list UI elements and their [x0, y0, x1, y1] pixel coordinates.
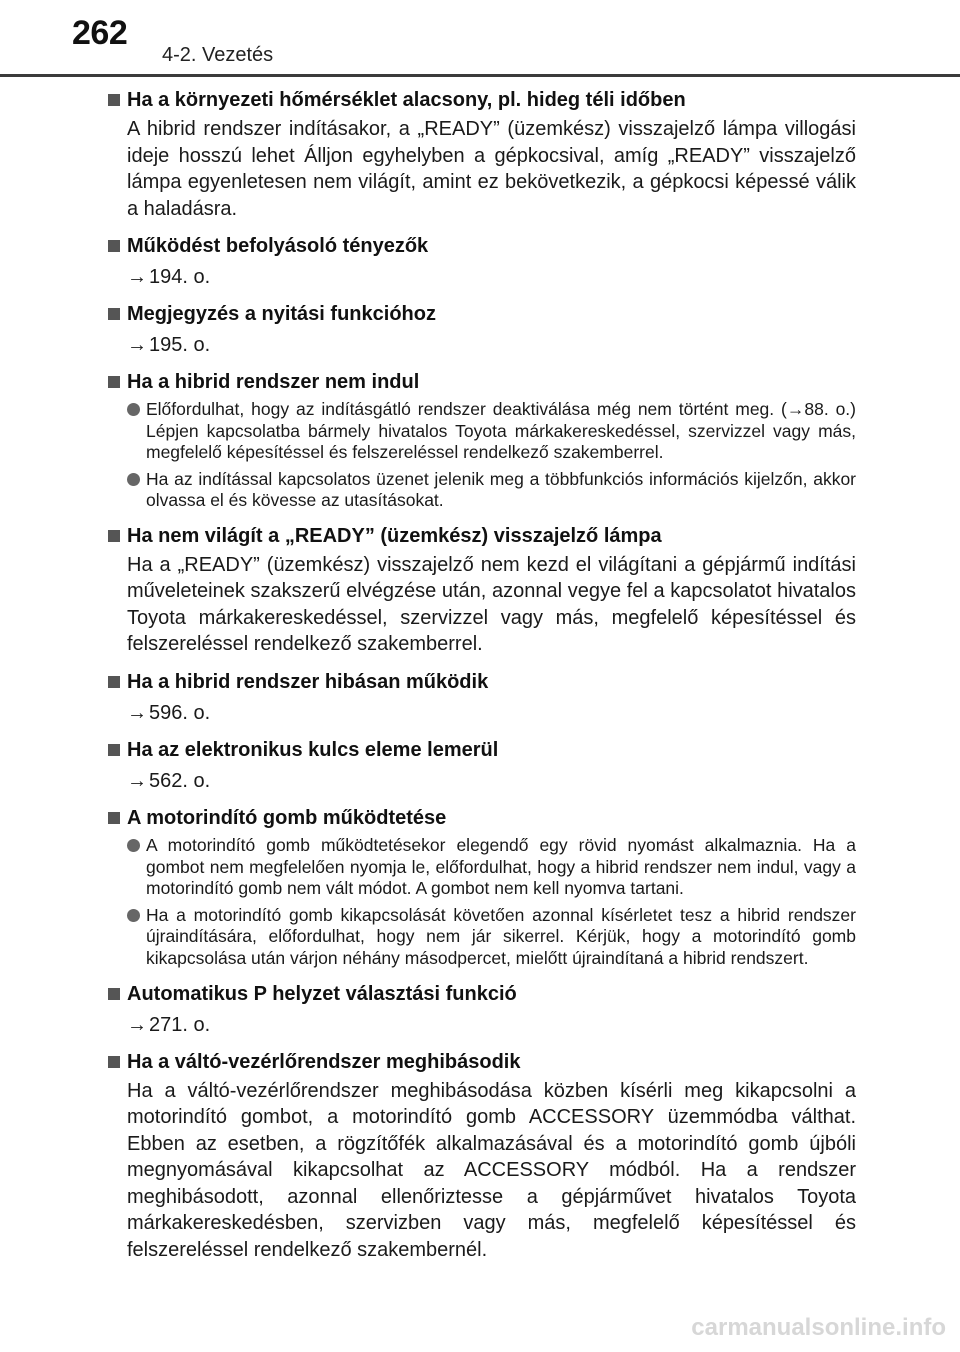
heading-text: Megjegyzés a nyitási funkcióhoz: [127, 303, 436, 325]
page-reference[interactable]: [127, 768, 856, 794]
section-key-battery-depleted: [108, 738, 856, 794]
round-bullet-icon: [127, 909, 140, 922]
section-text: A hibrid rendszer indításakor, a „READY” (üzemkész) visszajelző lámpa villogási ideje hosszú lehet Álljon egyhelyben a gépkocsival, amíg „READY” visszajelző lámpa egyenletesen nem világít, amint ez bekövetkezik, a gépkocsi képessé válik a haladásra.: [127, 118, 856, 220]
section-ready-lamp-not-lit: [108, 524, 856, 658]
section-text: Ha a váltó-vezérlőrendszer meghibásodása közben kísérli meg kikapcsolni a motorindító gombot, a motorindító gomb ACCESSORY üzemmódba válthat. Ebben az esetben, a rögzítőfék alkalmazásával és a motorindító gomb újbóli megnyomásával kikapcsolhat az ACCESSORY módból. Ha a rendszer meghibásodott, azonnal ellenőriztesse a gépjárművet hivatalos Toyota márkakereskedésben, szervizben vagy más, megfelelő képesítéssel és felszereléssel rendelkező szakembernél.: [127, 1079, 856, 1261]
arrow-right-icon: →: [127, 266, 147, 288]
bullet-text: A motorindító gomb működtetésekor elegendő egy rövid nyomást alkalmaznia. Ha a gombot nem megfelelően nyomja le, előfordulhat, hogy a hibrid rendszer nem indul, vagy a motorindító gomb nem vált módot. A gombot nem kell nyomva tartani.: [146, 834, 856, 899]
section-heading: [108, 234, 856, 258]
square-bullet-icon: [108, 812, 120, 824]
square-bullet-icon: [108, 530, 120, 542]
section-text: Ha a „READY” (üzemkész) visszajelző nem kezd el világítani a gépjármű indítási műveleteinek szakszerű elvégzése után, azonnal vegye fel a kapcsolatot hivatalos Toyota márkakereskedéssel, szervizzel vagy más, megfelelő képesítéssel és felszereléssel rendelkező szakemberrel.: [127, 553, 856, 656]
section-influencing-factors: [108, 234, 856, 290]
section-heading: [108, 670, 856, 694]
page-reference[interactable]: [127, 700, 856, 726]
square-bullet-icon: [108, 94, 120, 106]
section-heading: [108, 982, 856, 1006]
heading-text: Ha a környezeti hőmérséklet alacsony, pl. hideg téli időben: [127, 89, 686, 111]
section-heading: [108, 302, 856, 326]
section-low-temperature: [108, 88, 856, 222]
section-auto-p-position: [108, 982, 856, 1038]
heading-text: Ha az elektronikus kulcs eleme lemerül: [127, 738, 499, 761]
section-heading: [108, 370, 856, 394]
bullet-text: Ha a motorindító gomb kikapcsolását követően azonnal kísérletet tesz a hibrid rendszer újraindítására, előfordulhat, hogy nem jár sikerrel. Kérjük, hogy a motorindító gomb kikapcsolása után várjon néhány másodpercet, mielőtt újraindítaná a hibrid rendszert.: [146, 904, 856, 968]
square-bullet-icon: [108, 988, 120, 1000]
round-bullet-icon: [127, 403, 140, 416]
reference-text: 194. o.: [149, 266, 211, 288]
heading-text: Automatikus P helyzet választási funkció: [127, 982, 517, 1005]
bullet-item: [127, 835, 856, 900]
heading-text: Ha a hibrid rendszer hibásan működik: [127, 670, 489, 693]
round-bullet-icon: [127, 839, 140, 852]
reference-text: 596. o.: [149, 701, 211, 724]
square-bullet-icon: [108, 240, 120, 252]
page-reference[interactable]: [127, 1012, 856, 1038]
section-heading: [108, 524, 856, 548]
section-heading: [108, 806, 856, 830]
bullet-item: [127, 905, 856, 970]
bullet-item: [127, 399, 856, 464]
reference-text: 562. o.: [149, 769, 211, 792]
header-divider: [0, 74, 960, 77]
arrow-right-icon: →: [127, 1013, 147, 1036]
square-bullet-icon: [108, 376, 120, 388]
section-heading: [108, 1050, 856, 1074]
page-number: 262: [72, 14, 128, 52]
bullet-text: Ha az indítással kapcsolatos üzenet jelenik meg a többfunkciós információs kijelzőn, akkor olvassa el és kövesse az utasításokat.: [146, 468, 856, 511]
section-heading: [108, 88, 856, 112]
page-reference[interactable]: [127, 332, 856, 358]
section-heading: [108, 738, 856, 762]
arrow-right-icon: →: [127, 334, 147, 356]
arrow-right-icon: →: [127, 701, 147, 724]
heading-text: Ha a hibrid rendszer nem indul: [127, 371, 420, 393]
heading-text: Működést befolyásoló tényezők: [127, 235, 429, 257]
watermark: carmanualsonline.info: [691, 1314, 946, 1341]
round-bullet-icon: [127, 473, 140, 486]
heading-text: Ha nem világít a „READY” (üzemkész) visszajelző lámpa: [127, 524, 662, 547]
bullet-item: [127, 469, 856, 512]
square-bullet-icon: [108, 308, 120, 320]
reference-text: 271. o.: [149, 1013, 211, 1036]
page-reference[interactable]: [127, 264, 856, 290]
square-bullet-icon: [108, 744, 120, 756]
square-bullet-icon: [108, 676, 120, 688]
section-opening-function-note: [108, 302, 856, 358]
heading-text: Ha a váltó-vezérlőrendszer meghibásodik: [127, 1050, 521, 1073]
heading-text: A motorindító gomb működtetése: [127, 806, 447, 829]
bullet-text: Előfordulhat, hogy az indításgátló rendszer deaktiválása még nem történt meg. (→88. o.) Lépjen kapcsolatba bármely hivatalos Toyota márkakereskedéssel, szervizzel vagy más, megfelelő képesítéssel és felszereléssel rendelkező szakemberrel.: [146, 399, 856, 463]
page-content: [108, 88, 856, 1275]
section-start-button-operation: [108, 806, 856, 970]
section-hybrid-not-starting: [108, 370, 856, 512]
section-hybrid-malfunction: [108, 670, 856, 726]
square-bullet-icon: [108, 1056, 120, 1068]
reference-text: 195. o.: [149, 334, 211, 356]
arrow-right-icon: →: [127, 769, 147, 792]
page-header: [0, 0, 960, 80]
section-shift-control-malfunction: [108, 1050, 856, 1264]
chapter-title: 4-2. Vezetés: [162, 44, 274, 66]
